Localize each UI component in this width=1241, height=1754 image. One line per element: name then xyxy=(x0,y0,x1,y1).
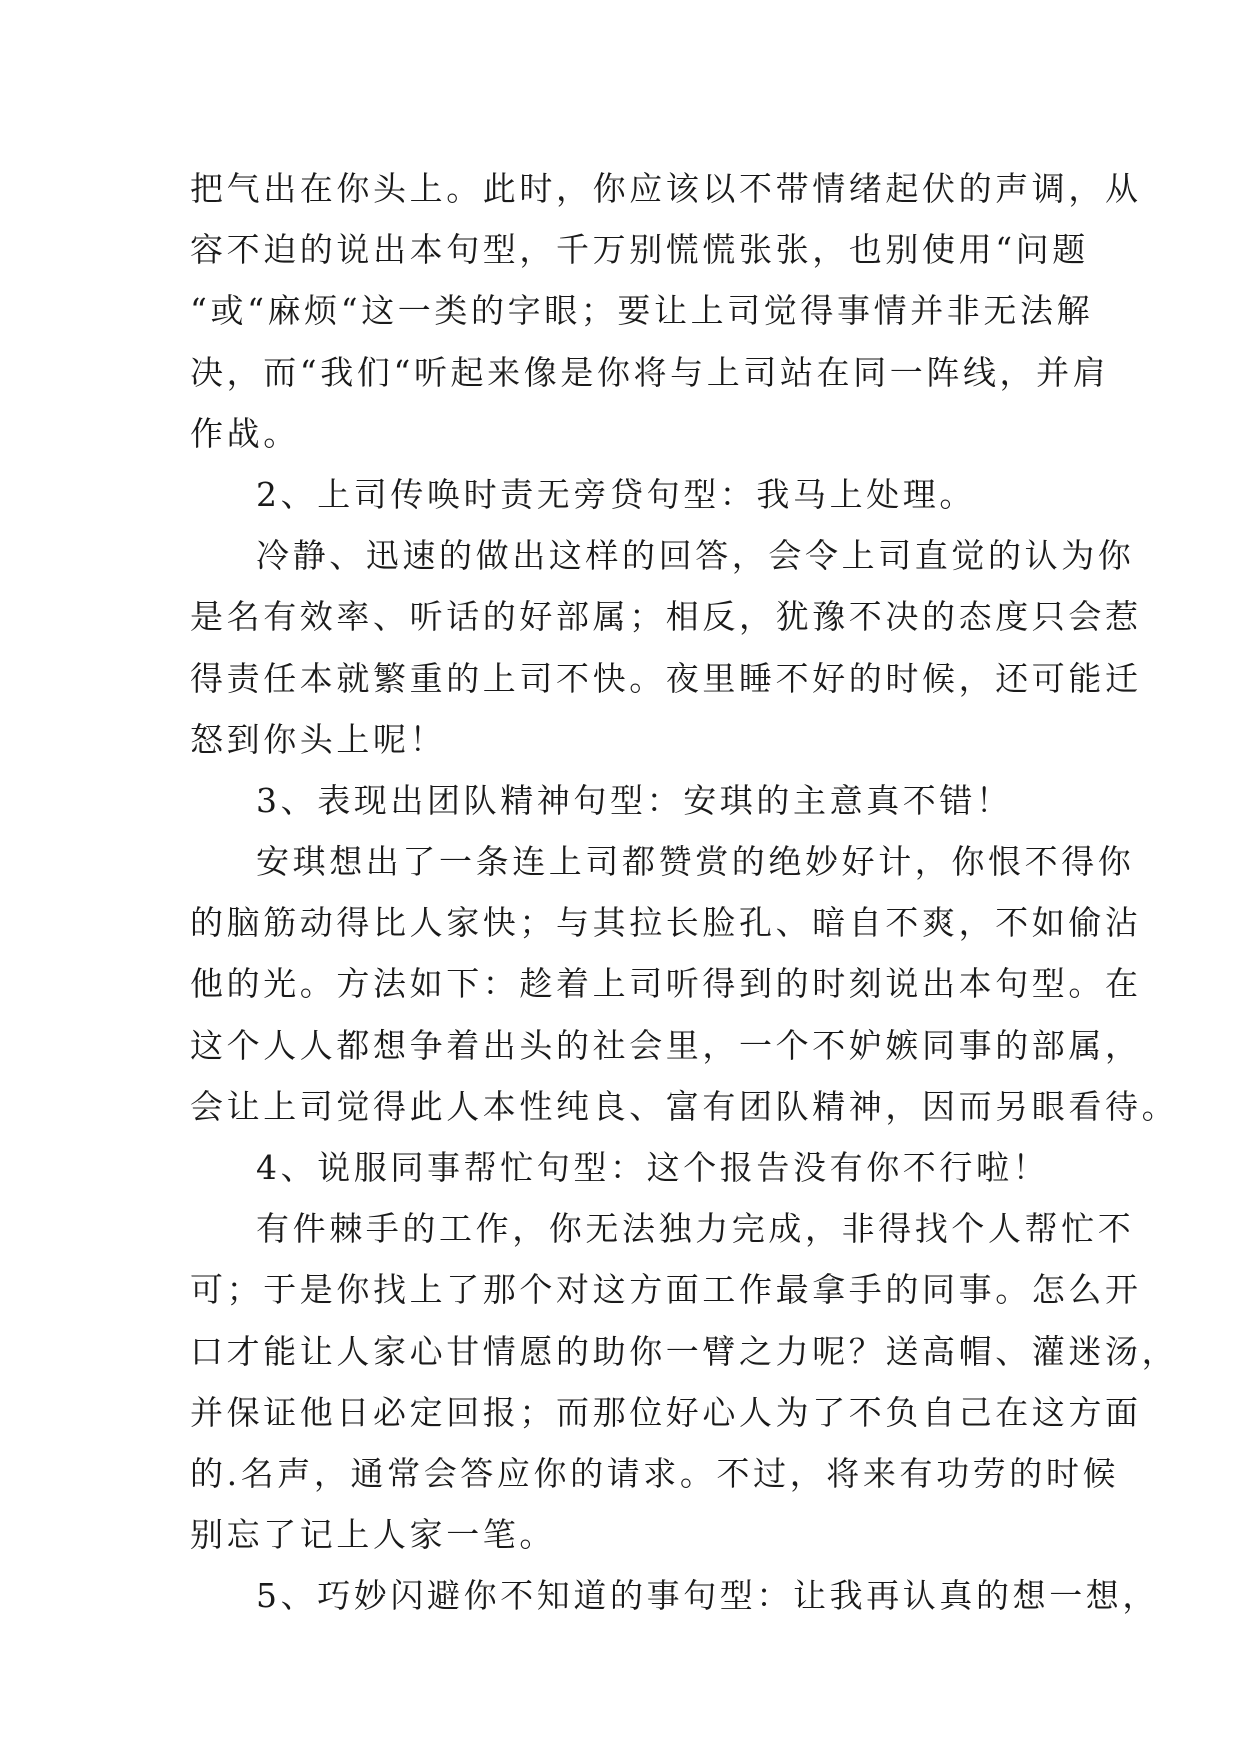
text-line: 把气出在你头上。此时，你应该以不带情绪起伏的声调，从 xyxy=(190,169,1142,208)
document-body xyxy=(190,158,1179,1627)
text-line: 会让上司觉得此人本性纯良、富有团队精神，因而另眼看待。 xyxy=(190,1086,1179,1126)
text-line: 别忘了记上人家一笔。 xyxy=(190,1515,556,1555)
text-line: 口才能让人家心甘情愿的助你一臂之力呢？送高帽、灌迷汤， xyxy=(190,1331,1179,1371)
text-line: 并保证他日必定回报；而那位好心人为了不负自己在这方面 xyxy=(190,1392,1142,1432)
text-line: 可；于是你找上了那个对这方面工作最拿手的同事。怎么开 xyxy=(190,1270,1142,1310)
text-line: 安琪想出了一条连上司都赞赏的绝妙好计，你恨不得你 xyxy=(256,842,1135,882)
section-heading-5: 5、巧妙闪避你不知道的事句型：让我再认真的想一想， xyxy=(256,1576,1159,1616)
text-line: 容不迫的说出本句型，千万别慌慌张张，也别使用“问题 xyxy=(190,230,1089,270)
section-heading-3: 3、表现出团队精神句型：安琪的主意真不错！ xyxy=(256,780,1013,820)
text-line: 的脑筋动得比人家快；与其拉长脸孔、暗自不爽，不如偷沾 xyxy=(190,903,1142,943)
section-heading-2: 2、上司传唤时责无旁贷句型：我马上处理。 xyxy=(256,474,976,514)
text-line: 这个人人都想争着出头的社会里，一个不妒嫉同事的部属， xyxy=(190,1025,1142,1065)
text-line: 的.名声，通常会答应你的请求。不过，将来有功劳的时候 xyxy=(190,1453,1120,1493)
text-line: “或“麻烦“这一类的字眼；要让上司觉得事情并非无法解 xyxy=(190,291,1094,331)
text-line: 怒到你头上呢！ xyxy=(190,719,447,759)
text-line: 决，而“我们“听起来像是你将与上司站在同一阵线，并肩 xyxy=(190,352,1110,392)
text-line: 作战。 xyxy=(190,413,300,453)
text-line: 他的光。方法如下：趁着上司听得到的时刻说出本句型。在 xyxy=(190,964,1142,1004)
section-heading-4: 4、说服同事帮忙句型：这个报告没有你不行啦！ xyxy=(256,1148,1050,1187)
text-line: 冷静、迅速的做出这样的回答，会令上司直觉的认为你 xyxy=(256,536,1135,576)
text-line: 是名有效率、听话的好部属；相反，犹豫不决的态度只会惹 xyxy=(190,597,1142,637)
text-line: 有件棘手的工作，你无法独力完成，非得找个人帮忙不 xyxy=(256,1209,1135,1249)
text-line: 得责任本就繁重的上司不快。夜里睡不好的时候，还可能迁 xyxy=(190,658,1142,698)
